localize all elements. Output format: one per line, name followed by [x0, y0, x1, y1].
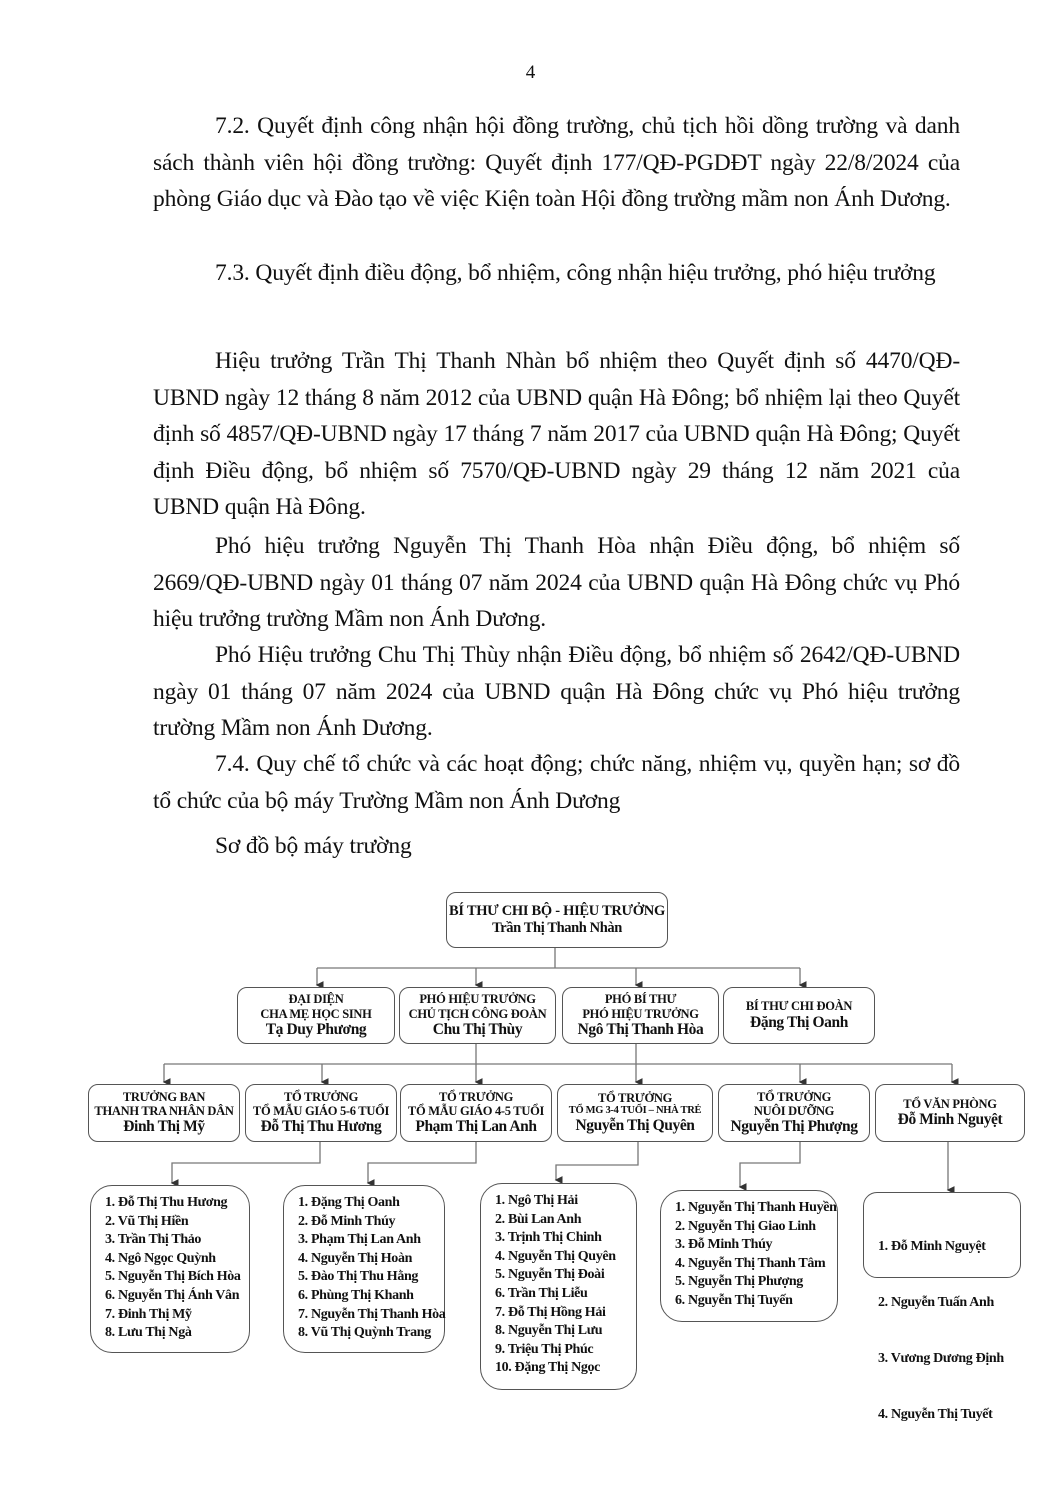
list-item: 1. Đặng Thị Oanh [298, 1195, 400, 1210]
org-node-role: TỔ MẪU GIÁO 5-6 TUỔI [252, 1104, 390, 1119]
org-node-inspection-head [88, 1084, 240, 1142]
list-item: 8. Nguyễn Thị Lưu [495, 1323, 603, 1339]
paragraph-7-4: 7.4. Quy chế tổ chức và các hoạt động; chức năng, nhiệm vụ, quyền hạn; sơ đồ tổ chức của bộ máy Trường Mầm non Ánh Dương [153, 751, 960, 814]
list-item: 2. Nguyễn Thị Giao Linh [675, 1218, 816, 1234]
paragraph-vice-principal-hoa: Phó hiệu trưởng Nguyễn Thị Thanh Hòa nhận Điều động, bổ nhiệm số 2669/QĐ-UBND ngày 01 tháng 07 năm 2024 của UBND quận Hà Đông chức vụ Phó hiệu trưởng trường Mầm non Ánh Dương. [153, 533, 960, 632]
list-item: 10. Đặng Thị Ngọc [495, 1360, 601, 1376]
org-node-name: Trần Thị Thanh Nhàn [492, 920, 622, 936]
list-item: 1. Đỗ Thị Thu Hương [105, 1195, 228, 1210]
list-item: 5. Nguyễn Thị Đoài [495, 1267, 605, 1283]
paragraph-7-2: 7.2. Quyết định công nhận hội đồng trường, chủ tịch hồi dồng trường và danh sách thành viên hội đồng trường: Quyết định 177/QĐ-PGDĐT ngày 22/8/2024 của phòng Giáo dục và Đào tạo về việc Kiện toàn Hội đồng trường mầm non Ánh Dương. [153, 113, 960, 212]
list-item: 4. Ngô Ngọc Quỳnh [105, 1250, 216, 1266]
org-node-youth-secretary [723, 987, 875, 1044]
list-item: 3. Vương Dương Định [878, 1350, 1004, 1366]
org-node-office-team [875, 1084, 1025, 1142]
member-list-nutrition [660, 1190, 838, 1322]
list-item: 1. Nguyễn Thị Thanh Huyền [675, 1200, 837, 1215]
org-node-role: PHÓ HIỆU TRƯỞNG [582, 1006, 699, 1021]
paragraph-vice-principal-thuy: Phó Hiệu trưởng Chu Thị Thùy nhận Điều động, bổ nhiệm số 2642/QĐ-UBND ngày 01 tháng 07 năm 2024 của UBND quận Hà Đông chức vụ Phó hiệu trưởng trường Mầm non Ánh Dương. [153, 642, 960, 741]
org-node-name: Đỗ Minh Nguyệt [897, 1111, 1003, 1129]
list-item: 1. Ngô Thị Hải [495, 1193, 578, 1208]
member-list-team-3-4-nursery [480, 1183, 637, 1390]
list-item: 5. Nguyễn Thị Phượng [675, 1274, 803, 1290]
org-node-parent-representative [237, 987, 395, 1044]
org-node-vice-principal-union [399, 987, 556, 1044]
list-item: 7. Nguyễn Thị Thanh Hòa [298, 1306, 446, 1322]
list-item: 9. Triệu Thị Phúc [495, 1341, 594, 1357]
list-item: 2. Vũ Thị Hiền [105, 1213, 189, 1229]
org-node-name: Phạm Thị Lan Anh [415, 1118, 537, 1136]
org-node-name: Chu Thị Thùy [432, 1020, 523, 1038]
list-item: 6. Nguyễn Thị Tuyến [675, 1292, 793, 1308]
list-item: 2. Bùi Lan Anh [495, 1211, 582, 1227]
org-node-role: TỔ VĂN PHÒNG [903, 1096, 997, 1111]
org-chart-caption: Sơ đồ bộ máy trường [215, 833, 412, 859]
member-list-team-5-6 [90, 1185, 250, 1353]
list-item: 5. Đào Thị Thu Hằng [298, 1269, 419, 1285]
list-item: 6. Nguyễn Thị Ánh Vân [105, 1287, 240, 1303]
org-node-role: TỔ TRƯỞNG [756, 1089, 832, 1104]
list-item: 6. Trần Thị Liễu [495, 1285, 588, 1301]
org-node-name: Nguyễn Thị Phượng [730, 1118, 858, 1136]
list-item: 5. Nguyễn Thị Bích Hòa [105, 1269, 241, 1285]
org-node-team-5-6 [245, 1084, 397, 1142]
list-item: 4. Nguyễn Thị Quyên [495, 1248, 616, 1264]
list-item: 4. Nguyễn Thị Tuyết [878, 1406, 993, 1422]
org-node-role: NUÔI DƯỠNG [753, 1104, 835, 1119]
org-node-role: ĐẠI DIỆN [288, 992, 344, 1007]
org-node-team-3-4-nursery [557, 1084, 713, 1142]
org-node-name: Đặng Thị Oanh [750, 1013, 848, 1031]
list-item: 7. Đỗ Thị Hồng Hải [495, 1304, 606, 1320]
member-list-team-4-5 [283, 1185, 445, 1353]
org-node-team-4-5 [400, 1084, 552, 1142]
org-node-role: TỔ MẪU GIÁO 4-5 TUỔI [407, 1104, 545, 1119]
member-list-office [863, 1192, 1021, 1422]
list-item: 6. Phùng Thị Khanh [298, 1287, 414, 1303]
page-number: 4 [525, 62, 536, 83]
org-node-name: Đinh Thị Mỹ [123, 1118, 205, 1136]
org-node-role: CHA MẸ HỌC SINH [260, 1006, 372, 1021]
paragraph-principal: Hiệu trưởng Trần Thị Thanh Nhàn bổ nhiệm theo Quyết định số 4470/QĐ-UBND ngày 12 tháng 8 năm 2012 của UBND quận Hà Đông; bổ nhiệm lại theo Quyết định số 4857/QĐ-UBND ngày 17 tháng 7 năm 2017 của UBND quận Hà Đông; Quyết định Điều động, bổ nhiệm số 7570/QĐ-UBND ngày 29 tháng 12 năm 2021 của UBND quận Hà Đông. [153, 348, 960, 520]
list-item: 7. Đinh Thị Mỹ [105, 1306, 192, 1322]
org-node-name: Đỗ Thị Thu Hương [260, 1118, 382, 1136]
org-node-name: Tạ Duy Phương [265, 1020, 367, 1038]
org-node-name: Nguyễn Thị Quyên [575, 1117, 695, 1135]
org-node-role: TRƯỞNG BAN [122, 1089, 206, 1104]
org-node-name: Ngô Thị Thanh Hòa [577, 1020, 704, 1038]
paragraph-7-3-heading: 7.3. Quyết định điều động, bổ nhiệm, công nhận hiệu trưởng, phó hiệu trưởng [215, 260, 936, 286]
org-node-role: PHÓ HIỆU TRƯỞNG [419, 992, 536, 1007]
org-node-role: TỔ MG 3-4 TUỔI – NHÀ TRẺ [568, 1105, 702, 1117]
list-item: 4. Nguyễn Thị Hoàn [298, 1250, 413, 1266]
list-item: 3. Trịnh Thị Chinh [495, 1230, 602, 1246]
org-node-nutrition-team [718, 1084, 870, 1142]
org-node-role: TỔ TRƯỞNG [283, 1089, 359, 1104]
list-item: 3. Trần Thị Thảo [105, 1232, 202, 1248]
list-item: 3. Đỗ Minh Thúy [675, 1237, 773, 1253]
list-item: 3. Phạm Thị Lan Anh [298, 1232, 421, 1248]
org-node-role: PHÓ BÍ THƯ [604, 992, 677, 1007]
org-node-role: BÍ THƯ CHI BỘ - HIỆU TRƯỞNG [449, 903, 665, 920]
list-item: 8. Vũ Thị Quỳnh Trang [298, 1325, 431, 1341]
org-node-role: TỔ TRƯỞNG [438, 1089, 514, 1104]
list-item: 8. Lưu Thị Ngà [105, 1325, 192, 1341]
list-item: 4. Nguyễn Thị Thanh Tâm [675, 1255, 826, 1271]
org-node-role: BÍ THƯ CHI ĐOÀN [745, 999, 853, 1014]
org-node-role: THANH TRA NHÂN DÂN [94, 1104, 234, 1119]
org-node-role: CHỦ TỊCH CÔNG ĐOÀN [408, 1006, 547, 1021]
org-node-principal [446, 892, 668, 948]
list-item: 2. Nguyễn Tuấn Anh [878, 1294, 994, 1310]
list-item: 1. Đỗ Minh Nguyệt [878, 1239, 986, 1255]
org-node-vice-secretary [562, 987, 719, 1044]
list-item: 2. Đỗ Minh Thúy [298, 1213, 396, 1229]
org-node-role: TỔ TRƯỞNG [597, 1090, 673, 1105]
